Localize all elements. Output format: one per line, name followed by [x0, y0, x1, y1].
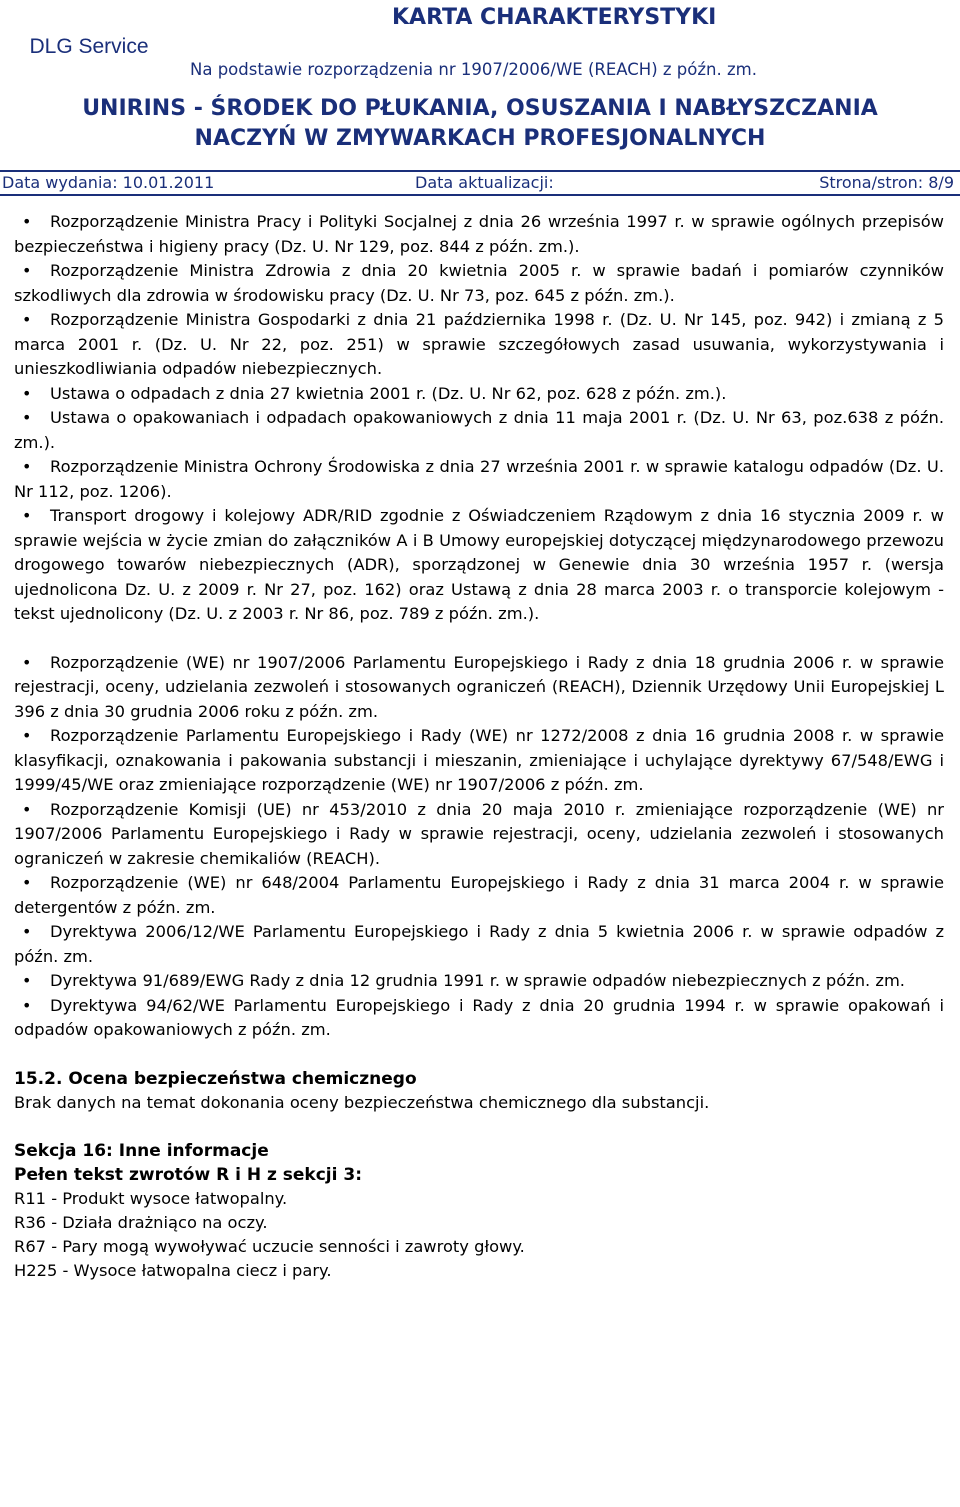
- spacer: [14, 1043, 944, 1067]
- product-title-line-2: NACZYŃ W ZMYWARKACH PROFESJONALNYCH: [194, 126, 766, 151]
- regulations-list-eu: [14, 651, 944, 1043]
- section-16-subheading: Pełen tekst zwrotów R i H z sekcji 3:: [14, 1164, 363, 1185]
- spacer: [14, 1115, 944, 1139]
- section-15-2-text: Brak danych na temat dokonania oceny bezpieczeństwa chemicznego dla substancji.: [14, 1092, 710, 1112]
- list-item: • Rozporządzenie (WE) nr 648/2004 Parlamentu Europejskiego i Rady z dnia 31 marca 2004 r. w sprawie detergentów z późn. zm.: [14, 871, 944, 920]
- list-item: • Ustawa o opakowaniach i odpadach opakowaniowych z dnia 11 maja 2001 r. (Dz. U. Nr 63, poz.638 z późn. zm.).: [14, 406, 944, 455]
- list-item: • Dyrektywa 91/689/EWG Rady z dnia 12 grudnia 1991 r. w sprawie odpadów niebezpiecznych z późn. zm.: [14, 969, 944, 994]
- list-item: • Rozporządzenie Ministra Ochrony Środowiska z dnia 27 września 2001 r. w sprawie katalogu odpadów (Dz. U. Nr 112, poz. 1206).: [14, 455, 944, 504]
- list-item: • Rozporządzenie Komisji (UE) nr 453/2010 z dnia 20 maja 2010 r. zmieniające rozporządzenie (WE) nr 1907/2006 Parlamentu Europejskiego i Rady w sprawie rejestracji, oceny, udzielania zezwoleń i stosowanych ograniczeń w zakresie chemikaliów (REACH).: [14, 798, 944, 872]
- list-item: • Rozporządzenie Parlamentu Europejskiego i Rady (WE) nr 1272/2008 z dnia 16 grudnia 2008 r. w sprawie klasyfikacji, oznakowania i pakowania substancji i mieszanin, zmieniające i uchylające dyrektywy 67/548/EWG i 1999/45/WE oraz zmieniające rozporządzenie (WE) nr 1907/2006 z późn. zm.: [14, 724, 944, 798]
- phrase-line: R11 - Produkt wysoce łatwopalny.: [14, 1188, 288, 1208]
- regulations-list-national: [14, 210, 944, 627]
- list-item: • Dyrektywa 94/62/WE Parlamentu Europejskiego i Rady z dnia 20 grudnia 1994 r. w sprawie opakowań i odpadów opakowaniowych z późn. zm.: [14, 994, 944, 1043]
- list-item: • Dyrektywa 2006/12/WE Parlamentu Europejskiego i Rady z dnia 5 kwietnia 2006 r. w sprawie odpadów z późn. zm.: [14, 920, 944, 969]
- spacer: [14, 627, 944, 651]
- document-body: [14, 210, 944, 1283]
- document-subtitle: Na podstawie rozporządzenia nr 1907/2006/WE (REACH) z późn. zm.: [190, 60, 757, 79]
- list-item: • Transport drogowy i kolejowy ADR/RID zgodnie z Oświadczeniem Rządowym z dnia 16 stycznia 2009 r. w sprawie wejścia w życie zmian do załączników A i B Umowy europejskiej dotyczącej międzynarodowego przewozu drogowego towarów niebezpiecznych (ADR), sporządzonej w Genewie dnia 30 września 1957 r. (wersja ujednolicona Dz. U. z 2009 r. Nr 27, poz. 162) oraz Ustawą z dnia 28 marca 2003 r. o transporcie kolejowym - tekst ujednolicony (Dz. U. z 2003 r. Nr 86, poz. 789 z późn. zm.).: [14, 504, 944, 627]
- phrase-line: R36 - Działa drażniąco na oczy.: [14, 1212, 268, 1232]
- company-name: DLG Service: [29, 35, 149, 58]
- section-16-heading: Sekcja 16: Inne informacje: [14, 1140, 269, 1161]
- document-title: KARTA CHARAKTERYSTYKI: [392, 5, 717, 30]
- section-15-2-heading: 15.2. Ocena bezpieczeństwa chemicznego: [14, 1068, 417, 1089]
- list-item: • Rozporządzenie Ministra Gospodarki z dnia 21 października 1998 r. (Dz. U. Nr 145, poz. 942) i zmianą z 5 marca 2001 r. (Dz. U. Nr 22, poz. 251) w sprawie szczegółowych zasad usuwania, wykorzystywania i unieszkodliwiania odpadów niebezpiecznych.: [14, 308, 944, 382]
- phrase-line: H225 - Wysoce łatwopalna ciecz i pary.: [14, 1260, 332, 1280]
- issue-date: Data wydania: 10.01.2011: [2, 173, 215, 192]
- list-item: • Rozporządzenie Ministra Pracy i Polityki Socjalnej z dnia 26 września 1997 r. w sprawie ogólnych przepisów bezpieczeństwa i higieny pracy (Dz. U. Nr 129, poz. 844 z późn. zm.).: [14, 210, 944, 259]
- document-header: [0, 0, 960, 94]
- update-label: Data aktualizacji:: [415, 173, 554, 192]
- page-number: Strona/stron: 8/9: [819, 173, 954, 192]
- product-title: [0, 94, 960, 154]
- phrase-line: R67 - Pary mogą wywoływać uczucie senności i zawroty głowy.: [14, 1236, 525, 1256]
- meta-bar: [0, 170, 960, 196]
- list-item: • Rozporządzenie Ministra Zdrowia z dnia 20 kwietnia 2005 r. w sprawie badań i pomiarów czynników szkodliwych dla zdrowia w środowisku pracy (Dz. U. Nr 73, poz. 645 z późn. zm.).: [14, 259, 944, 308]
- list-item: • Ustawa o odpadach z dnia 27 kwietnia 2001 r. (Dz. U. Nr 62, poz. 628 z późn. zm.).: [14, 382, 944, 407]
- product-title-line-1: UNIRINS - ŚRODEK DO PŁUKANIA, OSUSZANIA I NABŁYSZCZANIA: [82, 96, 878, 121]
- list-item: • Rozporządzenie (WE) nr 1907/2006 Parlamentu Europejskiego i Rady z dnia 18 grudnia 2006 r. w sprawie rejestracji, oceny, udzielania zezwoleń i stosowanych ograniczeń (REACH), Dziennik Urzędowy Unii Europejskiej L 396 z dnia 30 grudnia 2006 roku z późn. zm.: [14, 651, 944, 725]
